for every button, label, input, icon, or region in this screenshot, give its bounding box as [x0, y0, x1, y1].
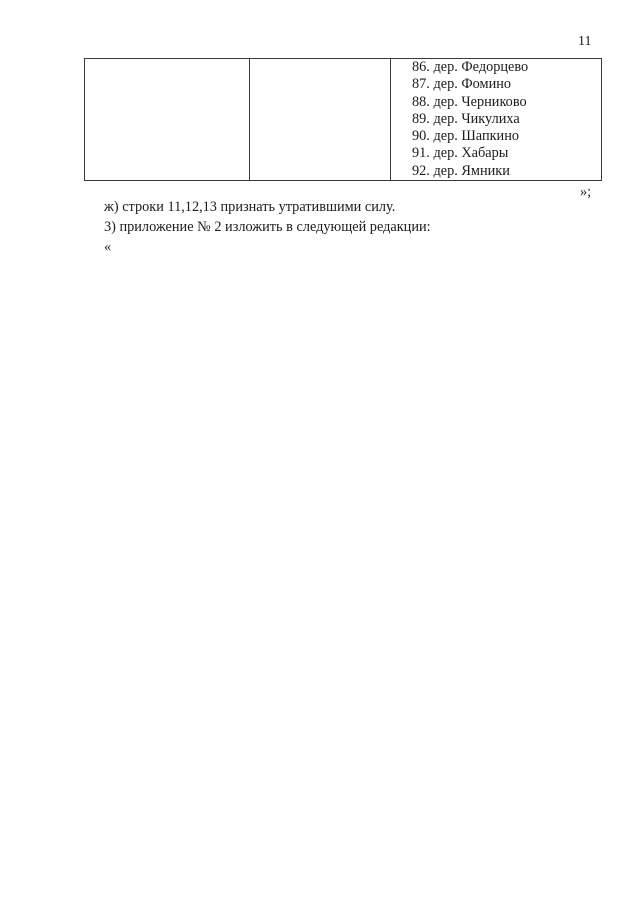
list-item: 86. дер. Федорцево [412, 59, 529, 75]
paragraph-item-zh: ж) строки 11,12,13 признать утратившими силу. [104, 199, 396, 215]
closing-quote: »; [580, 184, 592, 200]
page-number: 11 [578, 34, 592, 49]
list-item: 91. дер. Хабары [412, 145, 509, 162]
list-item: 90. дер. Шапкино [412, 128, 519, 145]
table-row [85, 59, 602, 181]
list-item: 87. дер. Фомино [412, 76, 512, 93]
village-list [391, 59, 601, 180]
opening-quote: « [104, 239, 112, 255]
table-cell-empty-2 [250, 59, 391, 181]
list-item: 88. дер. Черниково [412, 93, 527, 110]
table-cell-villages [391, 59, 602, 181]
settlements-table [84, 58, 602, 181]
paragraph-item-3: 3) приложение № 2 изложить в следующей редакции: [104, 219, 431, 235]
table-cell-empty-1 [85, 59, 250, 181]
list-item: 92. дер. Ямники [412, 162, 510, 179]
list-item: 89. дер. Чикулиха [412, 110, 520, 127]
